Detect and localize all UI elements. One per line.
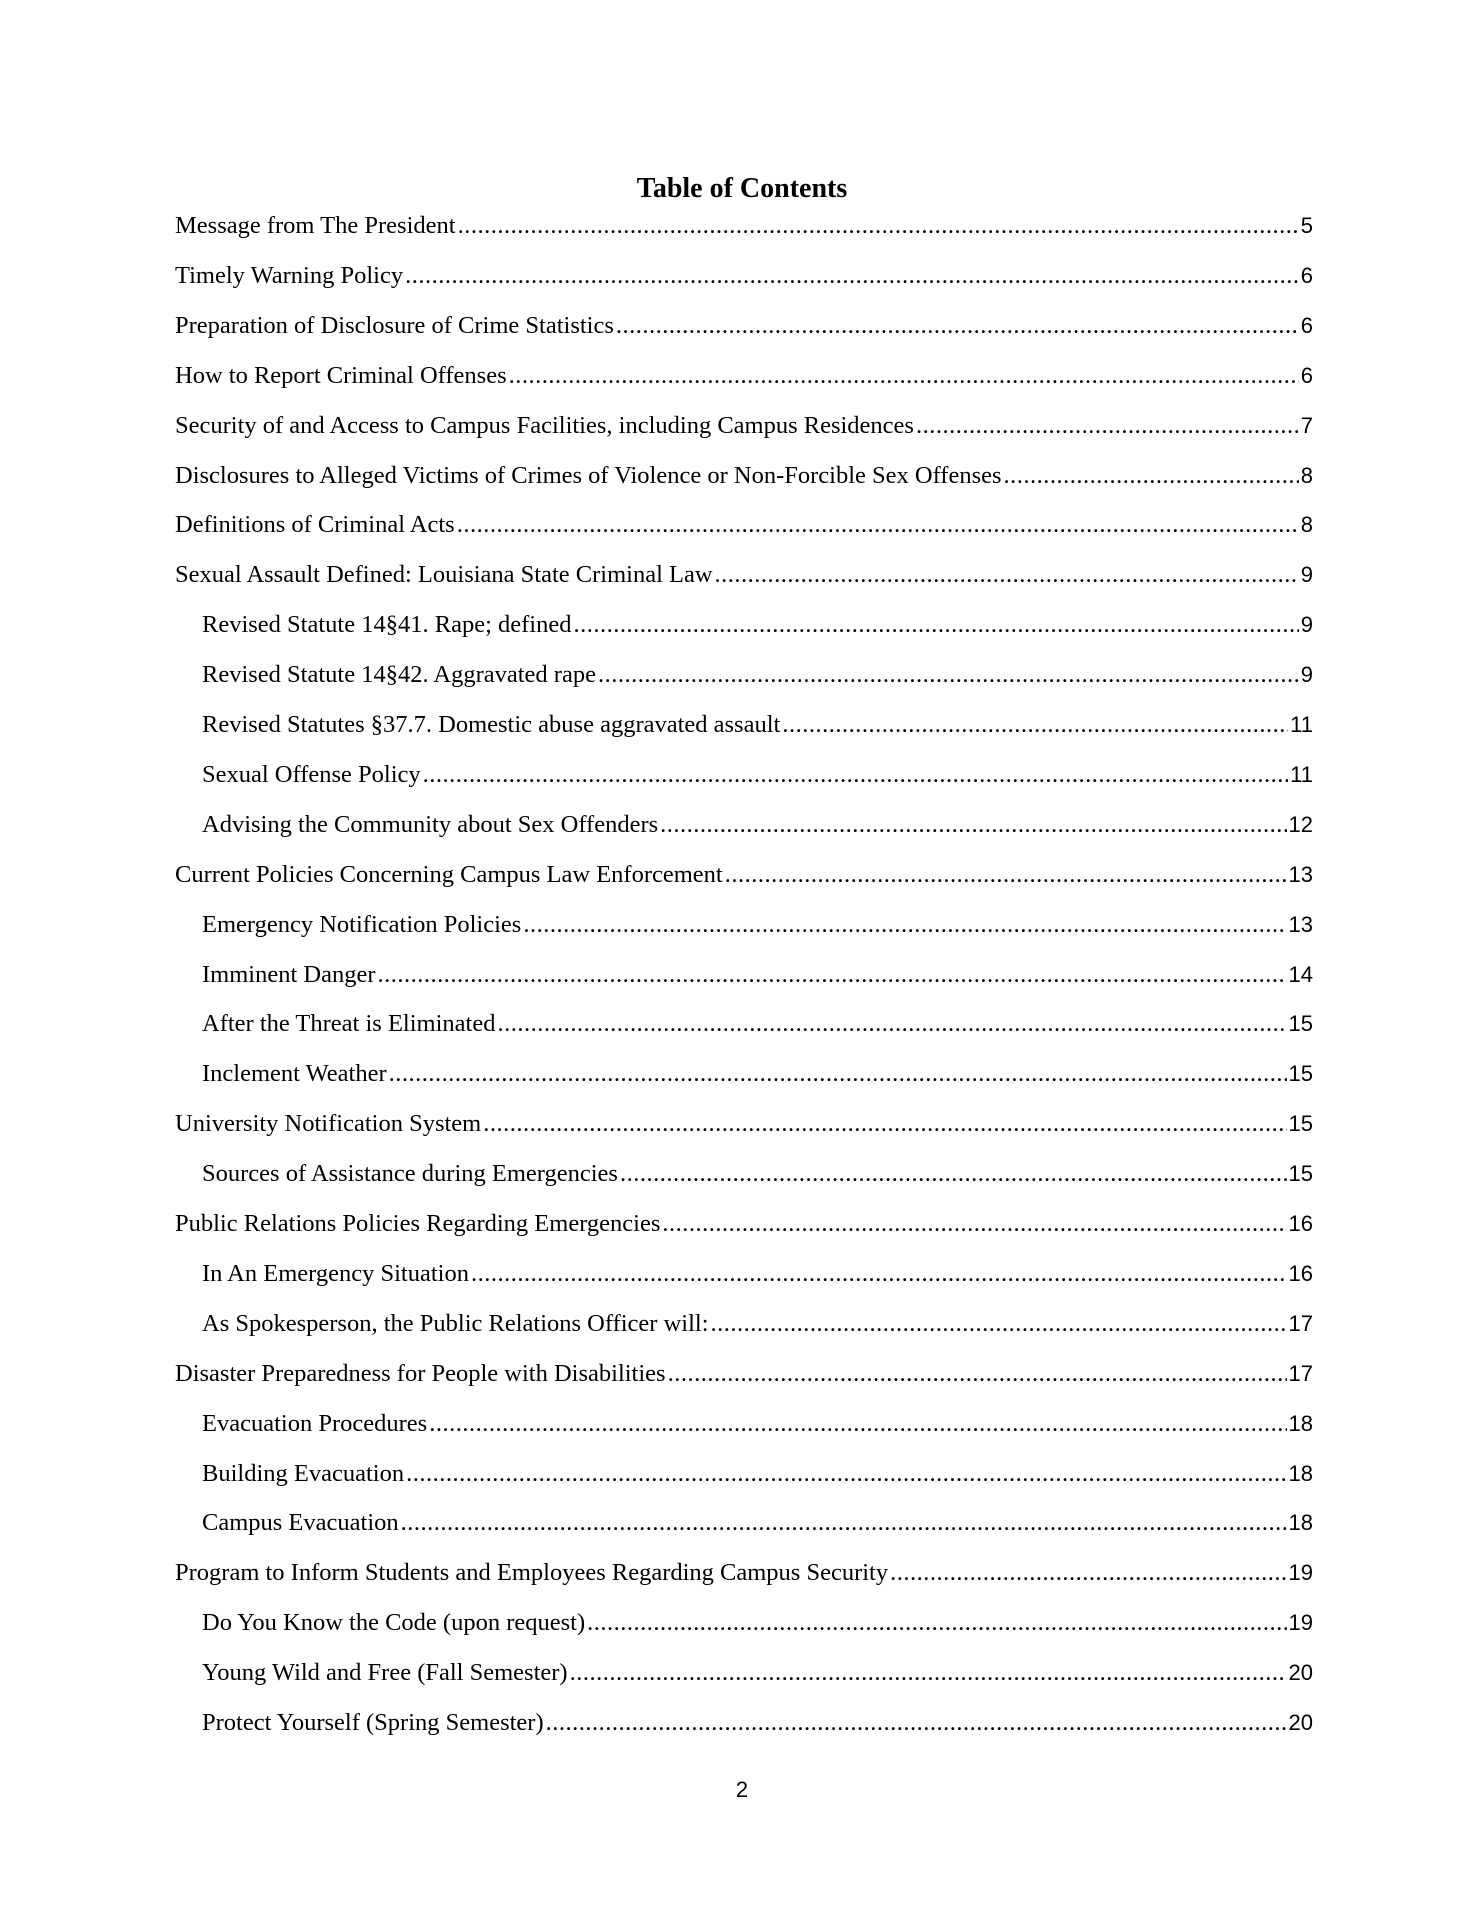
dot-leader xyxy=(406,1457,1286,1491)
toc-entry-page: 8 xyxy=(1300,512,1313,538)
toc-entry-title: Imminent Danger xyxy=(202,960,376,988)
toc-entry[interactable] xyxy=(175,409,1313,443)
page-number: 2 xyxy=(735,1777,749,1802)
dot-leader xyxy=(660,808,1286,842)
toc-entry[interactable] xyxy=(202,958,1313,992)
dot-leader xyxy=(546,1706,1287,1740)
toc-entry[interactable] xyxy=(202,908,1313,942)
toc-entry-page: 15 xyxy=(1288,1111,1313,1137)
toc-entry[interactable] xyxy=(175,508,1313,542)
toc-entry-title: Do You Know the Code (upon request) xyxy=(202,1609,586,1637)
toc-entry-title: Sources of Assistance during Emergencies xyxy=(202,1160,618,1188)
dot-leader xyxy=(378,958,1287,992)
toc-entry-page: 11 xyxy=(1290,761,1313,787)
toc-entry[interactable] xyxy=(175,1357,1313,1391)
toc-entry-page: 15 xyxy=(1288,1011,1313,1037)
toc-entry-title: Revised Statutes §37.7. Domestic abuse aggravated assault xyxy=(202,711,781,738)
toc-entry-title: Disclosures to Alleged Victims of Crimes of Violence or Non-Forcible Sex Offenses xyxy=(175,461,1002,489)
toc-entry-page: 5 xyxy=(1300,213,1313,238)
toc-entry-page: 18 xyxy=(1288,1510,1313,1536)
toc-entry-title: Message from The President xyxy=(175,212,456,239)
toc-entry-page: 16 xyxy=(1288,1211,1313,1236)
toc-entry-title: Campus Evacuation xyxy=(202,1509,399,1537)
toc-entry-title: Young Wild and Free (Fall Semester) xyxy=(202,1659,568,1687)
toc-entry-title: Emergency Notification Policies xyxy=(202,910,522,938)
toc-entry[interactable] xyxy=(202,608,1313,642)
dot-leader xyxy=(668,1357,1287,1391)
toc-entry-page: 17 xyxy=(1288,1360,1313,1386)
toc-entry[interactable] xyxy=(202,1606,1313,1640)
toc-entry-page: 9 xyxy=(1300,662,1313,688)
toc-entry-page: 9 xyxy=(1300,562,1313,588)
dot-leader xyxy=(725,858,1287,892)
toc-entry[interactable] xyxy=(202,1706,1313,1740)
toc-entry-page: 11 xyxy=(1290,712,1313,737)
toc-entry[interactable] xyxy=(202,708,1313,742)
page-title: Table of Contents xyxy=(636,173,848,204)
toc-entry[interactable] xyxy=(202,1257,1313,1291)
toc-entry-title: Building Evacuation xyxy=(202,1459,405,1487)
toc-entry-page: 8 xyxy=(1300,462,1313,488)
dot-leader xyxy=(457,508,1299,542)
toc-entry-title: Revised Statute 14§41. Rape; defined xyxy=(202,611,572,639)
dot-leader xyxy=(523,908,1286,942)
toc-entry[interactable] xyxy=(175,558,1313,592)
toc-entry[interactable] xyxy=(175,359,1313,393)
toc-entry-title: Disaster Preparedness for People with Disabilities xyxy=(175,1359,666,1387)
toc-entry-title: How to Report Criminal Offenses xyxy=(175,361,507,389)
toc-entry-page: 15 xyxy=(1288,1161,1313,1187)
dot-leader xyxy=(429,1407,1286,1441)
toc-entry-title: Security of and Access to Campus Facilities, including Campus Residences xyxy=(175,411,914,439)
dot-leader xyxy=(405,259,1299,293)
toc-entry-page: 13 xyxy=(1288,861,1313,887)
toc-entry-page: 20 xyxy=(1288,1710,1313,1735)
toc-entry[interactable] xyxy=(175,1556,1313,1590)
dot-leader xyxy=(782,708,1288,742)
toc-entry-title: Inclement Weather xyxy=(202,1060,387,1088)
toc-entry-title: Protect Yourself (Spring Semester) xyxy=(202,1709,544,1736)
toc-entry[interactable] xyxy=(202,1007,1313,1041)
toc-entry[interactable] xyxy=(175,858,1313,892)
toc-entry-page: 14 xyxy=(1288,961,1313,987)
toc-entry-title: Public Relations Policies Regarding Emergencies xyxy=(175,1210,661,1237)
dot-leader xyxy=(587,1606,1286,1640)
dot-leader xyxy=(483,1107,1286,1141)
toc-entry-title: After the Threat is Eliminated xyxy=(202,1010,496,1038)
dot-leader xyxy=(471,1257,1287,1291)
dot-leader xyxy=(1004,459,1299,493)
toc-entry-title: University Notification System xyxy=(175,1110,482,1138)
dot-leader xyxy=(598,658,1299,692)
dot-leader xyxy=(497,1007,1286,1041)
toc-entry[interactable] xyxy=(202,1307,1313,1341)
toc-entry-title: In An Emergency Situation xyxy=(202,1259,469,1287)
toc-entry[interactable] xyxy=(202,1407,1313,1441)
toc-entry[interactable] xyxy=(175,309,1313,343)
toc-entry-title: Advising the Community about Sex Offenders xyxy=(202,810,659,838)
toc-entry-page: 18 xyxy=(1288,1410,1313,1436)
toc-entry-page: 6 xyxy=(1300,312,1313,338)
toc-entry-page: 12 xyxy=(1288,811,1313,837)
toc-entry-title: Evacuation Procedures xyxy=(202,1409,428,1437)
toc-entry-title: Current Policies Concerning Campus Law Enforcement xyxy=(175,860,723,888)
toc-entry-page: 16 xyxy=(1288,1260,1313,1286)
toc-entry-page: 6 xyxy=(1300,262,1313,288)
dot-leader xyxy=(573,608,1298,642)
toc-entry[interactable] xyxy=(202,758,1313,792)
dot-leader xyxy=(509,359,1299,393)
toc-entry-page: 19 xyxy=(1288,1610,1313,1636)
dot-leader xyxy=(401,1506,1287,1540)
toc-entry-title: As Spokesperson, the Public Relations Officer will: xyxy=(202,1309,709,1337)
toc-entry-title: Program to Inform Students and Employees Regarding Campus Security xyxy=(175,1559,889,1587)
toc-entry-page: 6 xyxy=(1300,362,1313,388)
toc-entry[interactable] xyxy=(202,1157,1313,1191)
toc-entry-page: 17 xyxy=(1288,1310,1313,1336)
toc-entry[interactable] xyxy=(175,1207,1313,1241)
dot-leader xyxy=(616,309,1299,343)
toc-entry-title: Sexual Offense Policy xyxy=(202,760,421,788)
dot-leader xyxy=(570,1656,1287,1690)
dot-leader xyxy=(916,409,1299,443)
toc-entry-title: Timely Warning Policy xyxy=(175,261,404,289)
toc-entry[interactable] xyxy=(175,259,1313,293)
dot-leader xyxy=(389,1057,1287,1091)
dot-leader xyxy=(620,1157,1287,1191)
toc-entry-title: Revised Statute 14§42. Aggravated rape xyxy=(202,661,596,689)
toc-entry-page: 7 xyxy=(1300,412,1313,438)
toc-entry-page: 13 xyxy=(1288,911,1313,937)
dot-leader xyxy=(458,209,1299,243)
toc-entry-page: 9 xyxy=(1300,612,1313,638)
toc-entry-page: 15 xyxy=(1288,1061,1313,1087)
dot-leader xyxy=(715,558,1299,592)
toc-entry[interactable] xyxy=(202,658,1313,692)
toc-entry[interactable] xyxy=(202,808,1313,842)
toc-entry[interactable] xyxy=(202,1457,1313,1491)
toc-entry[interactable] xyxy=(175,1107,1313,1141)
toc-entry[interactable] xyxy=(202,1656,1313,1690)
toc-entry-title: Sexual Assault Defined: Louisiana State Criminal Law xyxy=(175,561,713,589)
dot-leader xyxy=(890,1556,1286,1590)
toc-entry[interactable] xyxy=(175,209,1313,243)
toc-entry-page: 18 xyxy=(1288,1460,1313,1486)
toc-entry-title: Definitions of Criminal Acts xyxy=(175,511,455,539)
toc-entry-page: 20 xyxy=(1288,1660,1313,1686)
toc-entry-page: 19 xyxy=(1288,1560,1313,1586)
toc-entry-title: Preparation of Disclosure of Crime Statistics xyxy=(175,311,614,339)
toc-entry[interactable] xyxy=(202,1506,1313,1540)
dot-leader xyxy=(711,1307,1287,1341)
dot-leader xyxy=(423,758,1289,792)
toc-entry[interactable] xyxy=(175,459,1313,493)
dot-leader xyxy=(662,1207,1286,1241)
toc-entry[interactable] xyxy=(202,1057,1313,1091)
